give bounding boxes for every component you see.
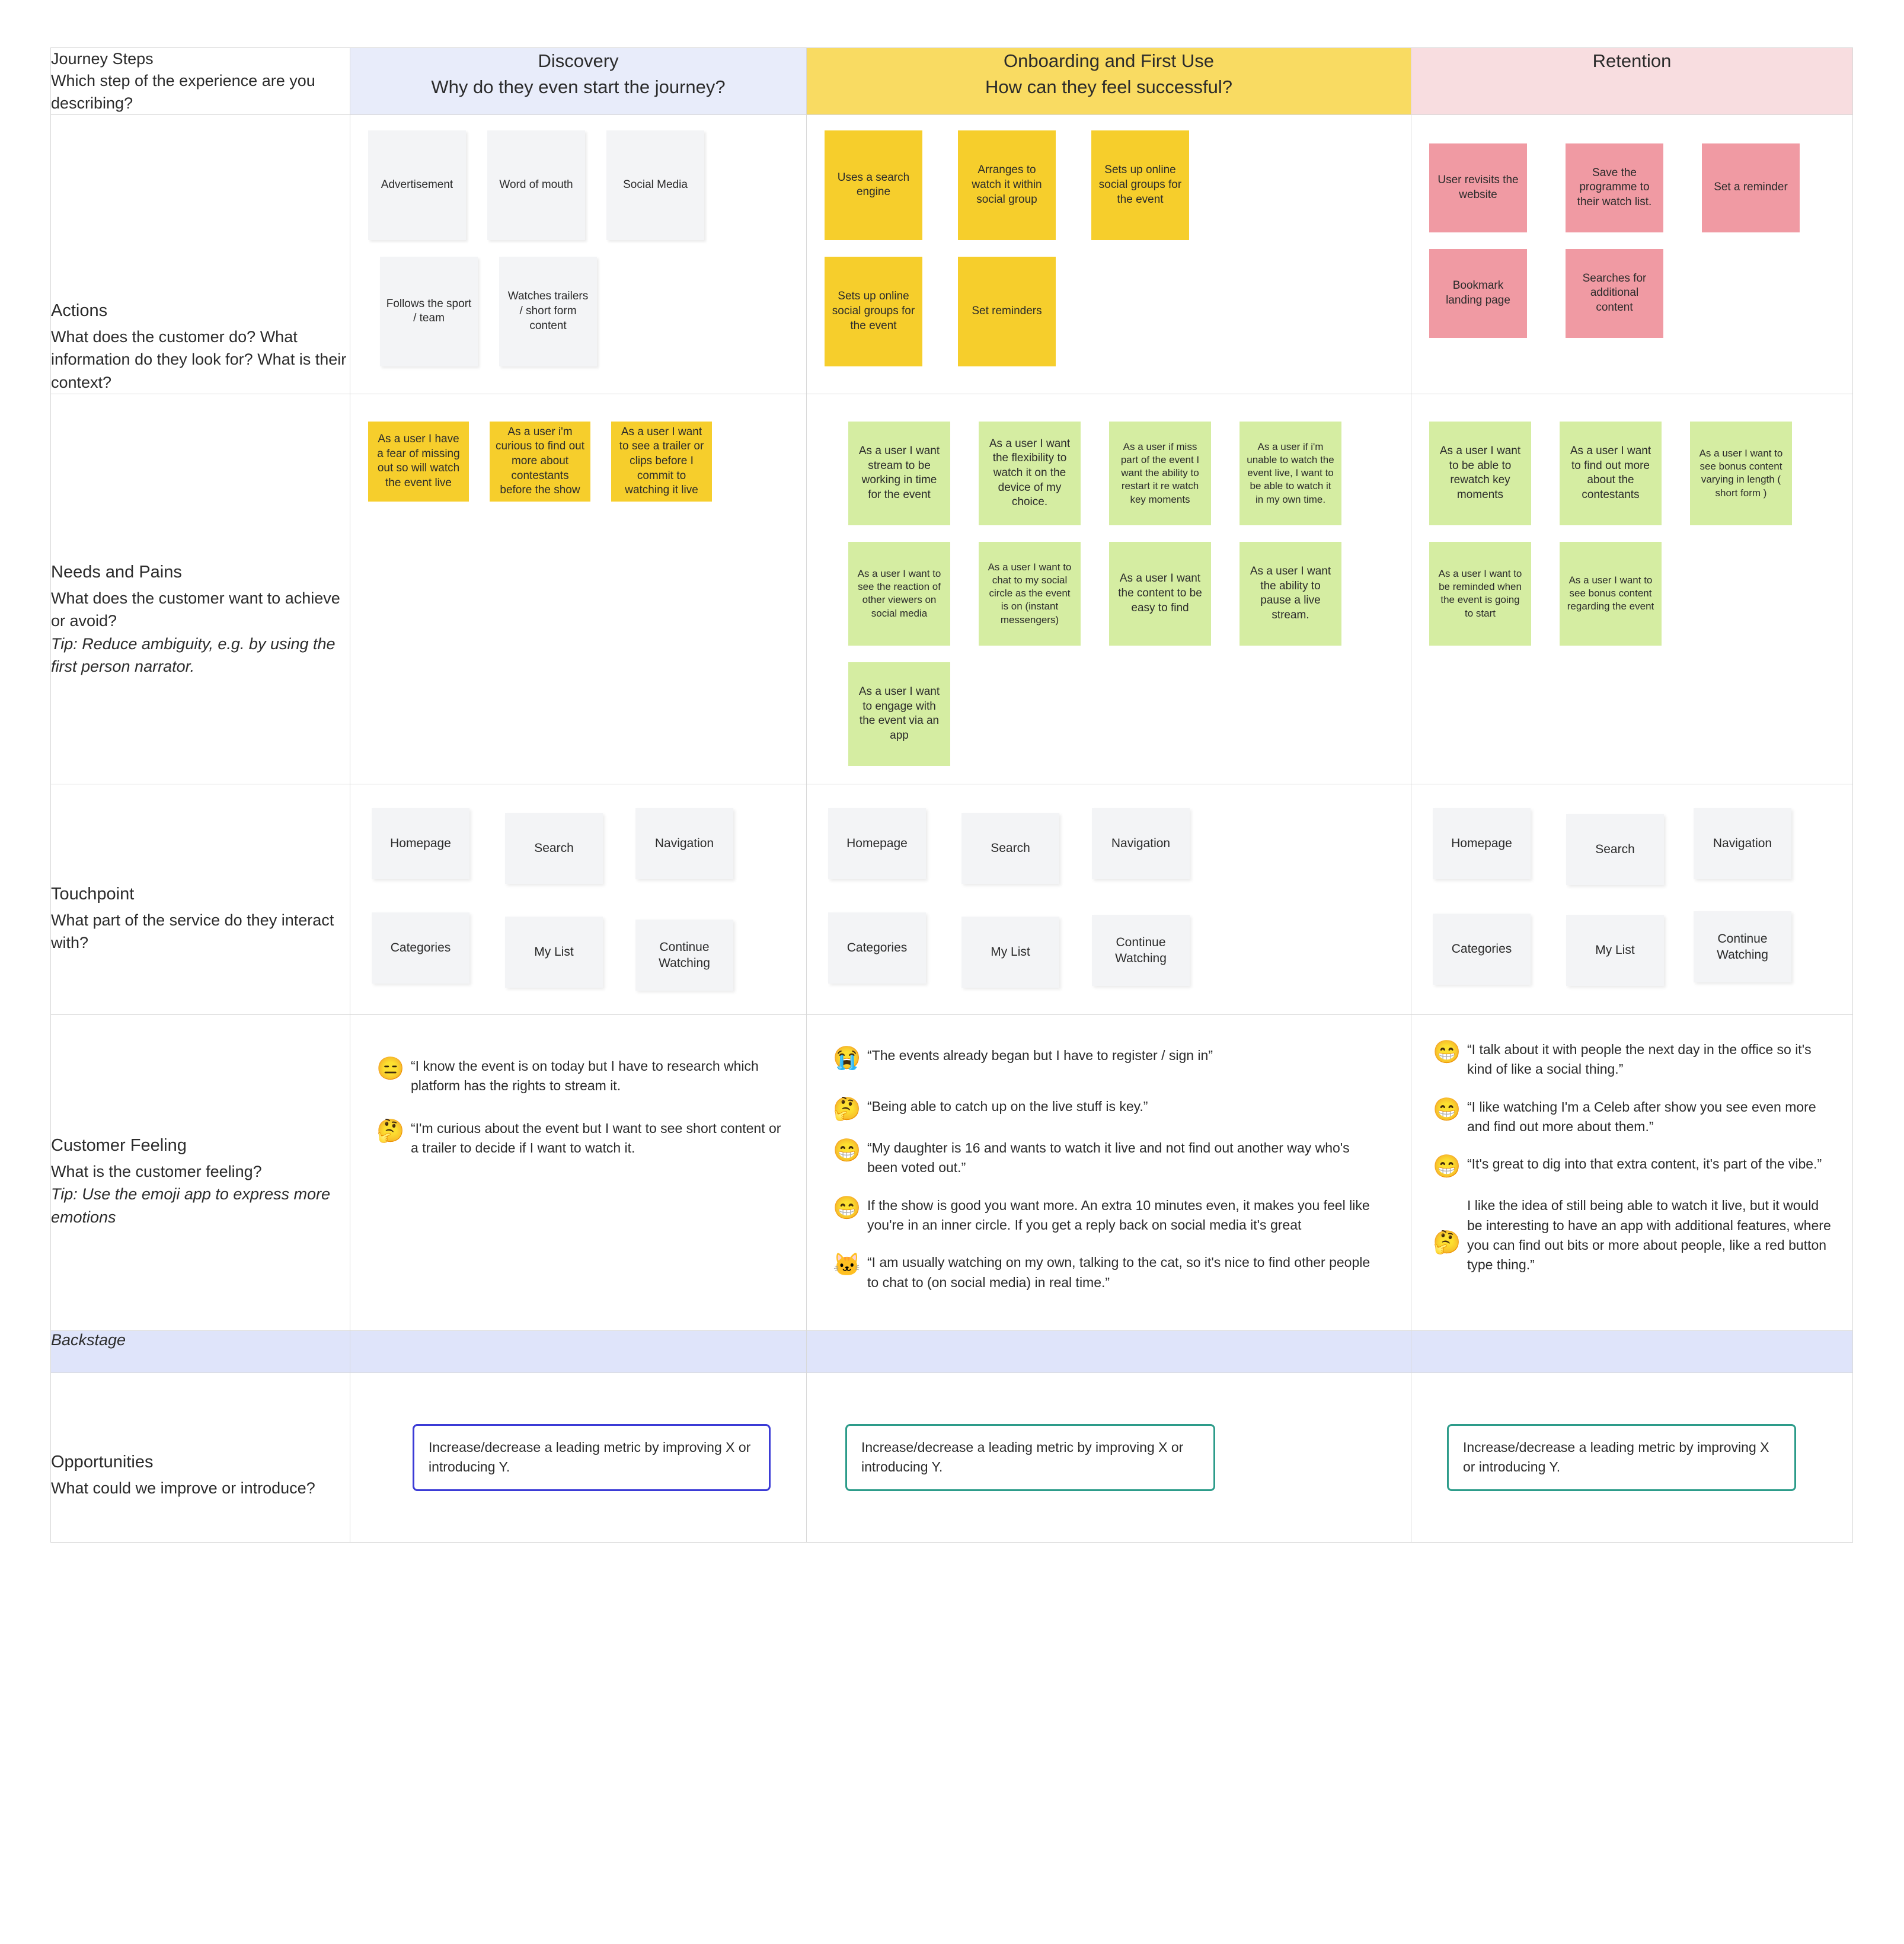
touchpoint-note[interactable]: Categories — [372, 912, 469, 984]
feeling-discovery-list — [350, 1015, 806, 1196]
needs-row — [51, 394, 1853, 784]
feeling-quote: If the show is good you want more. An extra 10 minutes even, it makes you feel like you're in an inner circle. If you get a reply back on social media it's great — [867, 1197, 1370, 1233]
sticky-note[interactable]: Set reminders — [958, 257, 1056, 366]
neutral-face-emoji: 😑 — [376, 1056, 405, 1081]
feeling-item — [370, 1119, 786, 1158]
sticky-note[interactable]: As a user I have a fear of missing out so will watch the event live — [368, 422, 469, 502]
phase-header-onboarding — [807, 48, 1411, 115]
touchpoint-note[interactable]: Homepage — [372, 808, 469, 879]
feeling-desc: What is the customer feeling? — [51, 1163, 262, 1181]
actions-retention-cell — [1411, 114, 1853, 394]
touchpoint-retention-notes — [1411, 784, 1852, 1010]
grinning-face-emoji: 😁 — [833, 1195, 861, 1221]
actions-desc: What does the customer do? What information do they look for? What is their context? — [51, 327, 347, 391]
touchpoint-note[interactable]: Navigation — [635, 808, 733, 879]
phase-title-retention: Retention — [1592, 50, 1672, 71]
feeling-item — [370, 1056, 786, 1096]
feeling-item — [1427, 1040, 1835, 1080]
touchpoint-label-cell — [51, 784, 350, 1014]
actions-label-cell — [51, 114, 350, 394]
sticky-note[interactable]: As a user I want to engage with the event via an app — [848, 662, 950, 766]
phase-header-retention — [1411, 48, 1853, 115]
feeling-quote: “I am usually watching on my own, talking to the cat, so it's nice to find other people to chat to (on social media) in real time.” — [867, 1254, 1371, 1290]
actions-onboarding-cell — [807, 114, 1411, 394]
feeling-item — [827, 1138, 1375, 1178]
sticky-note[interactable]: Social Media — [606, 130, 704, 240]
sticky-note[interactable]: User revisits the website — [1429, 143, 1527, 232]
phase-sub-onboarding: How can they feel successful? — [985, 76, 1232, 98]
sticky-note[interactable]: As a user i'm curious to find out more about contestants before the show — [490, 422, 590, 502]
touchpoint-onboarding-notes — [807, 784, 1411, 1011]
touchpoint-note[interactable]: My List — [505, 917, 603, 988]
opportunity-box[interactable]: Increase/decrease a leading metric by improving X or introducing Y. — [1447, 1424, 1796, 1491]
feeling-item — [827, 1196, 1375, 1236]
opportunities-row — [51, 1372, 1853, 1542]
sticky-note[interactable]: Word of mouth — [487, 130, 585, 240]
opportunities-label-cell — [51, 1372, 350, 1542]
touchpoint-desc: What part of the service do they interact with? — [51, 911, 334, 952]
feeling-label-cell — [51, 1014, 350, 1330]
feeling-item — [827, 1097, 1375, 1121]
touchpoint-note[interactable]: Continue Watching — [1092, 915, 1190, 986]
sticky-note[interactable]: As a user I want to be able to rewatch key moments — [1429, 422, 1531, 525]
journey-steps-title: Journey Steps — [51, 50, 154, 68]
actions-discovery-notes — [350, 115, 806, 384]
sticky-note[interactable]: Sets up online social groups for the event — [1091, 130, 1189, 240]
feeling-quote: “The events already began but I have to register / sign in” — [867, 1047, 1213, 1063]
feeling-quote: “I'm curious about the event but I want to see short content or a trailer to decide if I want to watch it. — [411, 1120, 781, 1155]
sticky-note[interactable]: As a user I want the ability to pause a live stream. — [1239, 542, 1341, 646]
grinning-face-emoji: 😁 — [1433, 1097, 1461, 1122]
sticky-note[interactable]: As a user I want the content to be easy to find — [1109, 542, 1211, 646]
sticky-note[interactable]: As a user I want to see bonus content varying in length ( short form ) — [1690, 422, 1792, 525]
sticky-note[interactable]: As a user I want to be reminded when the event is going to start — [1429, 542, 1531, 646]
header-row — [51, 48, 1853, 115]
touchpoint-discovery-cell — [350, 784, 807, 1014]
touchpoint-note[interactable]: Categories — [828, 912, 926, 984]
journey-steps-label-cell — [51, 48, 350, 115]
feeling-quote: “I like watching I'm a Celeb after show you see even more and find out more about them.” — [1467, 1099, 1816, 1134]
feeling-discovery-cell — [350, 1014, 807, 1330]
loudly-crying-face-emoji: 😭 — [833, 1045, 861, 1071]
journey-map-table — [50, 47, 1853, 1543]
feeling-quote: “I know the event is on today but I have to research which platform has the rights to stream it. — [411, 1058, 759, 1094]
touchpoint-title: Touchpoint — [51, 884, 135, 904]
sticky-note[interactable]: As a user I want to chat to my social circle as the event is on (instant messengers) — [979, 542, 1081, 646]
sticky-note[interactable]: As a user if i'm unable to watch the event live, I want to be able to watch it in my own time. — [1239, 422, 1341, 525]
feeling-quote: “It's great to dig into that extra content, it's part of the vibe.” — [1467, 1156, 1822, 1172]
feeling-tip: Tip: Use the emoji app to express more emotions — [51, 1185, 330, 1226]
opportunity-retention-wrap — [1411, 1373, 1852, 1542]
touchpoint-note[interactable]: My List — [1566, 915, 1664, 986]
needs-onboarding-cell — [807, 394, 1411, 784]
needs-discovery-cell — [350, 394, 807, 784]
feeling-quote: I like the idea of still being able to watch it live, but it would be interesting to have an app with additional features, where you can find out bits or more about people, like a red button type thing.” — [1467, 1198, 1831, 1273]
phase-sub-discovery: Why do they even start the journey? — [431, 76, 726, 98]
needs-retention-cell — [1411, 394, 1853, 784]
cat-face-emoji: 🐱 — [833, 1253, 861, 1278]
opportunities-retention-cell — [1411, 1372, 1853, 1542]
opportunity-box[interactable]: Increase/decrease a leading metric by improving X or introducing Y. — [845, 1424, 1215, 1491]
feeling-onboarding-cell — [807, 1014, 1411, 1330]
touchpoint-note[interactable]: Navigation — [1694, 808, 1791, 879]
touchpoint-note[interactable]: Categories — [1433, 914, 1531, 985]
grinning-face-emoji: 😁 — [1433, 1039, 1461, 1065]
feeling-quote: “My daughter is 16 and wants to watch it live and not find out another way who's been voted out.” — [867, 1139, 1350, 1176]
opportunities-desc: What could we improve or introduce? — [51, 1479, 315, 1498]
touchpoint-note[interactable]: Continue Watching — [1694, 911, 1791, 982]
journey-steps-desc: Which step of the experience are you describing? — [51, 72, 315, 112]
backstage-label: Backstage — [51, 1330, 350, 1372]
sticky-note[interactable]: Arranges to watch it within social group — [958, 130, 1056, 240]
actions-onboarding-notes — [807, 115, 1411, 384]
touchpoint-discovery-notes — [350, 784, 806, 1014]
opportunities-title: Opportunities — [51, 1452, 154, 1471]
thinking-face-emoji: 🤔 — [1433, 1230, 1461, 1256]
touchpoint-note[interactable]: Search — [961, 813, 1059, 884]
backstage-row — [51, 1330, 1853, 1372]
sticky-note[interactable]: As a user I want stream to be working in time for the event — [848, 422, 950, 525]
sticky-note[interactable]: Uses a search engine — [825, 130, 922, 240]
feeling-item — [827, 1046, 1375, 1070]
feeling-item — [1427, 1097, 1835, 1137]
touchpoint-onboarding-cell — [807, 784, 1411, 1014]
touchpoint-note[interactable]: My List — [961, 917, 1059, 988]
sticky-note[interactable]: Bookmark landing page — [1429, 249, 1527, 338]
sticky-note[interactable]: Advertisement — [368, 130, 466, 240]
touchpoint-note[interactable]: Continue Watching — [635, 920, 733, 991]
touchpoint-note[interactable]: Homepage — [828, 808, 926, 879]
sticky-note[interactable]: As a user I want the flexibility to watch it on the device of my choice. — [979, 422, 1081, 525]
grinning-face-emoji: 😁 — [1433, 1154, 1461, 1180]
sticky-note[interactable]: Sets up online social groups for the event — [825, 257, 922, 366]
feeling-item — [827, 1253, 1375, 1292]
actions-discovery-cell — [350, 114, 807, 394]
needs-title: Needs and Pains — [51, 562, 182, 582]
sticky-note[interactable]: Save the programme to their watch list. — [1566, 143, 1663, 232]
feeling-quote: “Being able to catch up on the live stuff is key.” — [867, 1098, 1148, 1114]
sticky-note[interactable]: As a user I want to see the reaction of other viewers on social media — [848, 542, 950, 646]
touchpoint-note[interactable]: Search — [505, 813, 603, 884]
needs-desc: What does the customer want to achieve or avoid? — [51, 589, 340, 630]
opportunities-discovery-cell — [350, 1372, 807, 1542]
feeling-retention-cell — [1411, 1014, 1853, 1330]
actions-row — [51, 114, 1853, 394]
needs-tip: Tip: Reduce ambiguity, e.g. by using the first person narrator. — [51, 634, 336, 676]
feeling-quote: “I talk about it with people the next day in the office so it's kind of like a social thing.” — [1467, 1041, 1812, 1077]
sticky-note[interactable]: Searches for additional content — [1566, 249, 1663, 338]
sticky-note[interactable]: As a user I want to see a trailer or clips before I commit to watching it live — [611, 422, 712, 502]
opportunities-onboarding-cell — [807, 1372, 1411, 1542]
touchpoint-note[interactable]: Navigation — [1092, 808, 1190, 879]
backstage-discovery-cell — [350, 1330, 807, 1372]
sticky-note[interactable]: Follows the sport / team — [380, 257, 478, 366]
touchpoint-note[interactable]: Homepage — [1433, 808, 1531, 879]
thinking-face-emoji: 🤔 — [833, 1096, 861, 1122]
phase-title-discovery: Discovery — [538, 50, 619, 71]
phase-header-discovery — [350, 48, 807, 115]
thinking-face-emoji: 🤔 — [376, 1118, 405, 1144]
actions-retention-notes — [1411, 115, 1852, 356]
sticky-note[interactable]: Set a reminder — [1702, 143, 1800, 232]
grinning-face-emoji: 😁 — [833, 1138, 861, 1163]
touchpoint-retention-cell — [1411, 784, 1853, 1014]
needs-retention-notes — [1411, 394, 1852, 663]
sticky-note[interactable]: As a user I want to find out more about the contestants — [1560, 422, 1662, 525]
backstage-onboarding-cell — [807, 1330, 1411, 1372]
opportunity-discovery-wrap — [350, 1373, 806, 1542]
opportunity-box[interactable]: Increase/decrease a leading metric by improving X or introducing Y. — [413, 1424, 771, 1491]
feeling-item — [1427, 1196, 1835, 1275]
needs-label-cell — [51, 394, 350, 784]
phase-title-onboarding: Onboarding and First Use — [1004, 50, 1214, 71]
feeling-row — [51, 1014, 1853, 1330]
feeling-onboarding-list — [807, 1015, 1411, 1330]
feeling-retention-list — [1411, 1015, 1852, 1313]
backstage-retention-cell — [1411, 1330, 1853, 1372]
needs-onboarding-notes — [807, 394, 1411, 784]
needs-discovery-notes — [350, 394, 806, 519]
actions-title: Actions — [51, 301, 108, 320]
touchpoint-row — [51, 784, 1853, 1014]
sticky-note[interactable]: As a user I want to see bonus content regarding the event — [1560, 542, 1662, 646]
feeling-title: Customer Feeling — [51, 1135, 187, 1155]
sticky-note[interactable]: As a user if miss part of the event I want the ability to restart it re watch key moments — [1109, 422, 1211, 525]
touchpoint-note[interactable]: Search — [1566, 814, 1664, 885]
opportunity-onboarding-wrap — [807, 1373, 1411, 1542]
sticky-note[interactable]: Watches trailers / short form content — [499, 257, 597, 366]
feeling-item — [1427, 1154, 1835, 1178]
